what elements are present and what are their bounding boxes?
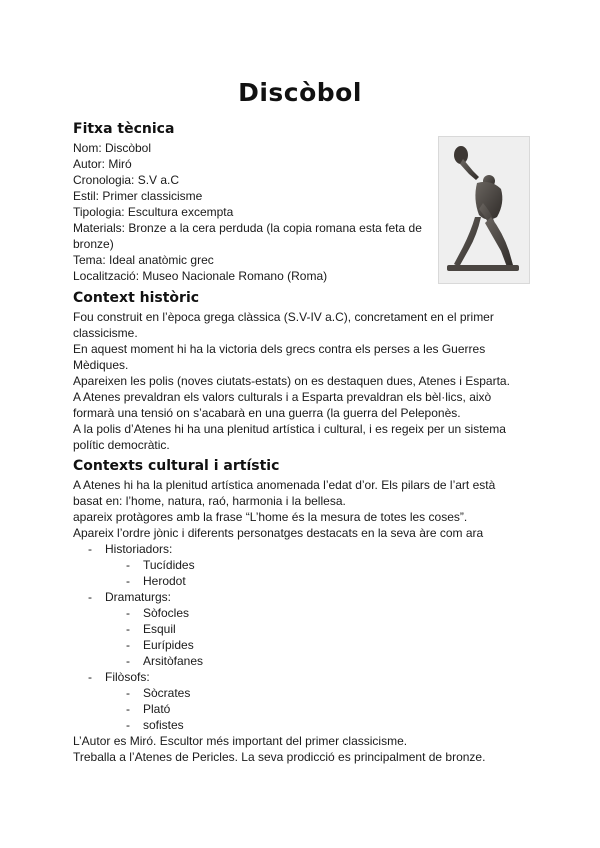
list-item: - Filòsofs:: [88, 670, 150, 684]
list-item: - Sòcrates: [126, 686, 191, 700]
personatges-list: [73, 541, 203, 733]
fitxa-line: Tema: Ideal anatòmic grec: [73, 253, 214, 267]
fitxa-line: Estil: Primer classicisme: [73, 189, 203, 203]
list-item: - Historiadors:: [88, 542, 173, 556]
cultural-block: [73, 477, 495, 541]
fitxa-line: Materials: Bronze a la cera perduda (la copia romana esta feta de: [73, 221, 422, 235]
context-line: Fou construit en l’època grega clàssica (S.V-IV a.C), concretament en el primer: [73, 310, 494, 324]
cultural-line: apareix protàgores amb la frase “L’home és la mesura de totes les coses”.: [73, 510, 468, 524]
cultural-line: A Atenes hi ha la plenitud artística anomenada l’edat d’or. Els pilars de l’art està: [73, 478, 496, 492]
context-line: En aquest moment hi ha la victoria dels grecs contra els perses a les Guerres: [73, 342, 486, 356]
list-item: - Dramaturgs:: [88, 590, 172, 604]
closing-line: L’Autor es Miró. Escultor més important del primer classicisme.: [73, 734, 408, 748]
discobol-statue-image: [438, 136, 530, 284]
list-item: - Esquil: [126, 622, 176, 636]
list-item: - Herodot: [126, 574, 186, 588]
list-item: - Sòfocles: [126, 606, 190, 620]
context-line: A la polis d’Atenes hi ha una plenitud artística i cultural, i es regeix per un sistema: [73, 422, 506, 436]
context-block: [73, 309, 510, 453]
discobol-statue-icon: [439, 137, 529, 283]
context-line: polític democràtic.: [73, 438, 170, 452]
cultural-line: Apareix l’ordre jònic i diferents personatges destacats en la seva àre com ara: [73, 526, 484, 540]
fitxa-line: bronze): [73, 237, 114, 251]
fitxa-line: Tipologia: Escultura excempta: [73, 205, 234, 219]
context-line: A Atenes prevaldran els valors culturals i a Esparta prevaldran els bèl·lics, això: [73, 390, 492, 404]
fitxa-line: Cronologia: S.V a.C: [73, 173, 180, 187]
document-title: Discòbol: [238, 78, 362, 107]
context-heading: Context històric: [73, 290, 200, 306]
fitxa-heading: Fitxa tècnica: [73, 121, 175, 137]
context-line: Apareixen les polis (noves ciutats-estats) on es destaquen dues, Atenes i Esparta.: [73, 374, 510, 388]
list-item: - sofistes: [126, 718, 184, 732]
closing-line: Treballa a l’Atenes de Pericles. La seva prodicció es principalment de bronze.: [73, 750, 486, 764]
cultural-heading: Contexts cultural i artístic: [73, 458, 280, 474]
list-item: - Arsitòfanes: [126, 654, 204, 668]
fitxa-line: Autor: Miró: [73, 157, 132, 171]
context-line: Mèdiques.: [73, 358, 129, 372]
cultural-line: basat en: l’home, natura, raó, harmonia i la bellesa.: [73, 494, 346, 508]
list-item: - Tucídides: [126, 558, 195, 572]
closing-block: [73, 733, 485, 765]
fitxa-line: Localització: Museo Nacionale Romano (Roma): [73, 269, 328, 283]
list-item: - Eurípides: [126, 638, 194, 652]
fitxa-line: Nom: Discòbol: [73, 141, 152, 155]
list-item: - Plató: [126, 702, 171, 716]
context-line: classicisme.: [73, 326, 138, 340]
fitxa-block: [73, 140, 422, 284]
context-line: formarà una tensió on s’acabarà en una guerra (la guerra del Peleponès.: [73, 406, 461, 420]
